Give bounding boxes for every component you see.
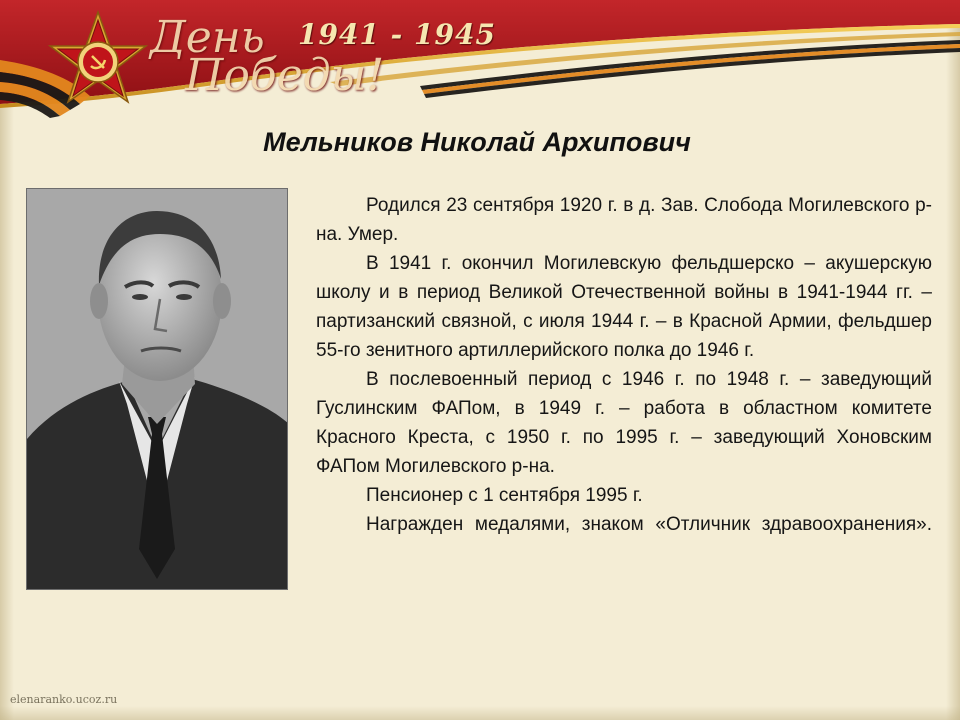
banner-years: 1941 - 1945 <box>298 18 496 51</box>
person-name-heading: Мельников Николай Архипович <box>263 127 691 157</box>
portrait-photo <box>26 188 288 590</box>
source-watermark: elenaranko.ucoz.ru <box>10 693 118 706</box>
bio-paragraph-postwar: В послевоенный период с 1946 г. по 1948 г. – заведующий Гуслинским ФАПом, в 1949 г. – работа в областном комитете Красного Креста, с 1950 г. по 1995 г. – заведующий Хоновским ФАПом Могилевского р-на. <box>316 369 932 477</box>
bio-paragraph-awards: Награжден медалями, знаком «Отличник здравоохранения». <box>366 514 932 535</box>
banner-script-den: День <box>150 12 265 63</box>
bio-paragraph-birth: Родился 23 сентября 1920 г. в д. Зав. Слобода Могилевского р-на. Умер. <box>316 195 932 245</box>
bio-paragraph-war: В 1941 г. окончил Могилевскую фельдшерско – акушерскую школу и в период Великой Отечественной войны в 1941-1944 гг. – партизанский связной, с июля 1944 г. – в Красной Армии, фельдшер 55-го зенитного артиллерийского полка до 1946 г. <box>316 253 932 361</box>
victory-day-banner <box>0 0 960 118</box>
biography-text <box>316 191 932 539</box>
banner-script-pobedy: Победы! <box>185 50 385 101</box>
bio-paragraph-pension: Пенсионер с 1 сентября 1995 г. <box>366 485 643 506</box>
